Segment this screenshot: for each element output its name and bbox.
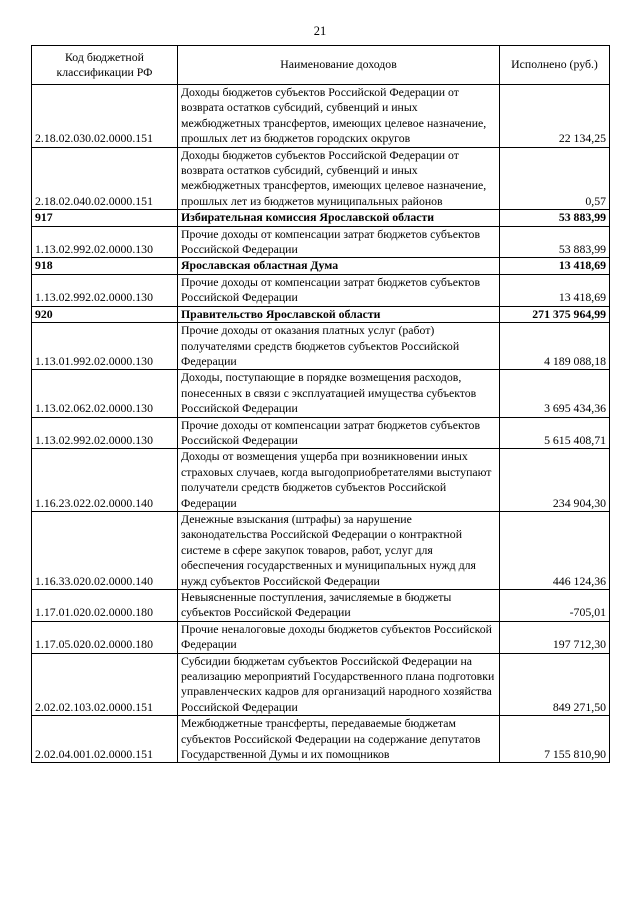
table-row (32, 147, 610, 210)
row-code: 1.17.05.020.02.0000.180 (32, 621, 178, 653)
section-row (32, 258, 610, 274)
table-row (32, 653, 610, 716)
row-name: Невыясненные поступления, зачисляемые в бюджеты субъектов Российской Федерации (178, 590, 500, 622)
row-amount: 4 189 088,18 (500, 323, 610, 370)
row-code: 1.17.01.020.02.0000.180 (32, 590, 178, 622)
row-name: Денежные взыскания (штрафы) за нарушение законодательства Российской Федерации о контрактной системе в сфере закупок товаров, работ, услуг для обеспечения государственных и муниципальных нужд для нужд субъектов Российской Федерации (178, 511, 500, 589)
row-name: Прочие доходы от оказания платных услуг (работ) получателями средств бюджетов субъектов Российской Федерации (178, 323, 500, 370)
table-row (32, 85, 610, 148)
row-code: 1.13.02.992.02.0000.130 (32, 226, 178, 258)
row-code: 2.02.04.001.02.0000.151 (32, 716, 178, 763)
table-row (32, 621, 610, 653)
header-amount: Исполнено (руб.) (500, 46, 610, 85)
table-row (32, 417, 610, 449)
row-name: Доходы бюджетов субъектов Российской Федерации от возврата остатков субсидий, субвенций и иных межбюджетных трансфертов, имеющих целевое назначение, прошлых лет из бюджетов муниципальных районов (178, 147, 500, 210)
table-row (32, 511, 610, 589)
row-name: Ярославская областная Дума (178, 258, 500, 274)
row-amount: 197 712,30 (500, 621, 610, 653)
table-row (32, 370, 610, 417)
row-code: 1.13.02.992.02.0000.130 (32, 274, 178, 306)
table-row (32, 449, 610, 512)
row-name: Межбюджетные трансферты, передаваемые бюджетам субъектов Российской Федерации на содержание депутатов Государственной Думы и их помощников (178, 716, 500, 763)
row-amount: 234 904,30 (500, 449, 610, 512)
row-amount: 53 883,99 (500, 210, 610, 226)
row-name: Доходы, поступающие в порядке возмещения расходов, понесенных в связи с эксплуатацией имущества субъектов Российской Федерации (178, 370, 500, 417)
row-code: 1.13.02.992.02.0000.130 (32, 417, 178, 449)
row-code: 2.02.02.103.02.0000.151 (32, 653, 178, 716)
section-row (32, 210, 610, 226)
row-code: 2.18.02.030.02.0000.151 (32, 85, 178, 148)
header-name: Наименование доходов (178, 46, 500, 85)
revenue-table (31, 45, 610, 763)
row-name: Прочие доходы от компенсации затрат бюджетов субъектов Российской Федерации (178, 226, 500, 258)
row-name: Доходы от возмещения ущерба при возникновении иных страховых случаев, когда выгодоприобретателями выступают получатели средств бюджетов субъектов Российской Федерации (178, 449, 500, 512)
table-row (32, 274, 610, 306)
section-row (32, 306, 610, 322)
row-name: Прочие доходы от компенсации затрат бюджетов субъектов Российской Федерации (178, 417, 500, 449)
row-name: Правительство Ярославской области (178, 306, 500, 322)
row-code: 1.13.01.992.02.0000.130 (32, 323, 178, 370)
row-code: 1.16.23.022.02.0000.140 (32, 449, 178, 512)
row-code: 1.13.02.062.02.0000.130 (32, 370, 178, 417)
row-amount: 13 418,69 (500, 258, 610, 274)
row-code: 2.18.02.040.02.0000.151 (32, 147, 178, 210)
row-name: Доходы бюджетов субъектов Российской Федерации от возврата остатков субсидий, субвенций и иных межбюджетных трансфертов, имеющих целевое назначение, прошлых лет из бюджетов городских округов (178, 85, 500, 148)
row-amount: 3 695 434,36 (500, 370, 610, 417)
row-code: 1.16.33.020.02.0000.140 (32, 511, 178, 589)
row-amount: 13 418,69 (500, 274, 610, 306)
table-row (32, 590, 610, 622)
row-amount: 22 134,25 (500, 85, 610, 148)
table-row (32, 323, 610, 370)
row-code: 918 (32, 258, 178, 274)
row-code: 920 (32, 306, 178, 322)
page-number: 21 (313, 24, 327, 38)
row-amount: 271 375 964,99 (500, 306, 610, 322)
row-amount: 53 883,99 (500, 226, 610, 258)
row-code: 917 (32, 210, 178, 226)
table-row (32, 226, 610, 258)
header-code: Код бюджетной классификации РФ (32, 46, 178, 85)
table-body (32, 85, 610, 763)
row-name: Избирательная комиссия Ярославской области (178, 210, 500, 226)
row-amount: 5 615 408,71 (500, 417, 610, 449)
row-amount: -705,01 (500, 590, 610, 622)
table-row (32, 716, 610, 763)
row-name: Прочие неналоговые доходы бюджетов субъектов Российской Федерации (178, 621, 500, 653)
row-name: Прочие доходы от компенсации затрат бюджетов субъектов Российской Федерации (178, 274, 500, 306)
row-amount: 0,57 (500, 147, 610, 210)
row-name: Субсидии бюджетам субъектов Российской Федерации на реализацию мероприятий Государственного плана подготовки управленческих кадров для организаций народного хозяйства Российской Федерации (178, 653, 500, 716)
table-header-row (32, 46, 610, 85)
row-amount: 849 271,50 (500, 653, 610, 716)
row-amount: 7 155 810,90 (500, 716, 610, 763)
row-amount: 446 124,36 (500, 511, 610, 589)
